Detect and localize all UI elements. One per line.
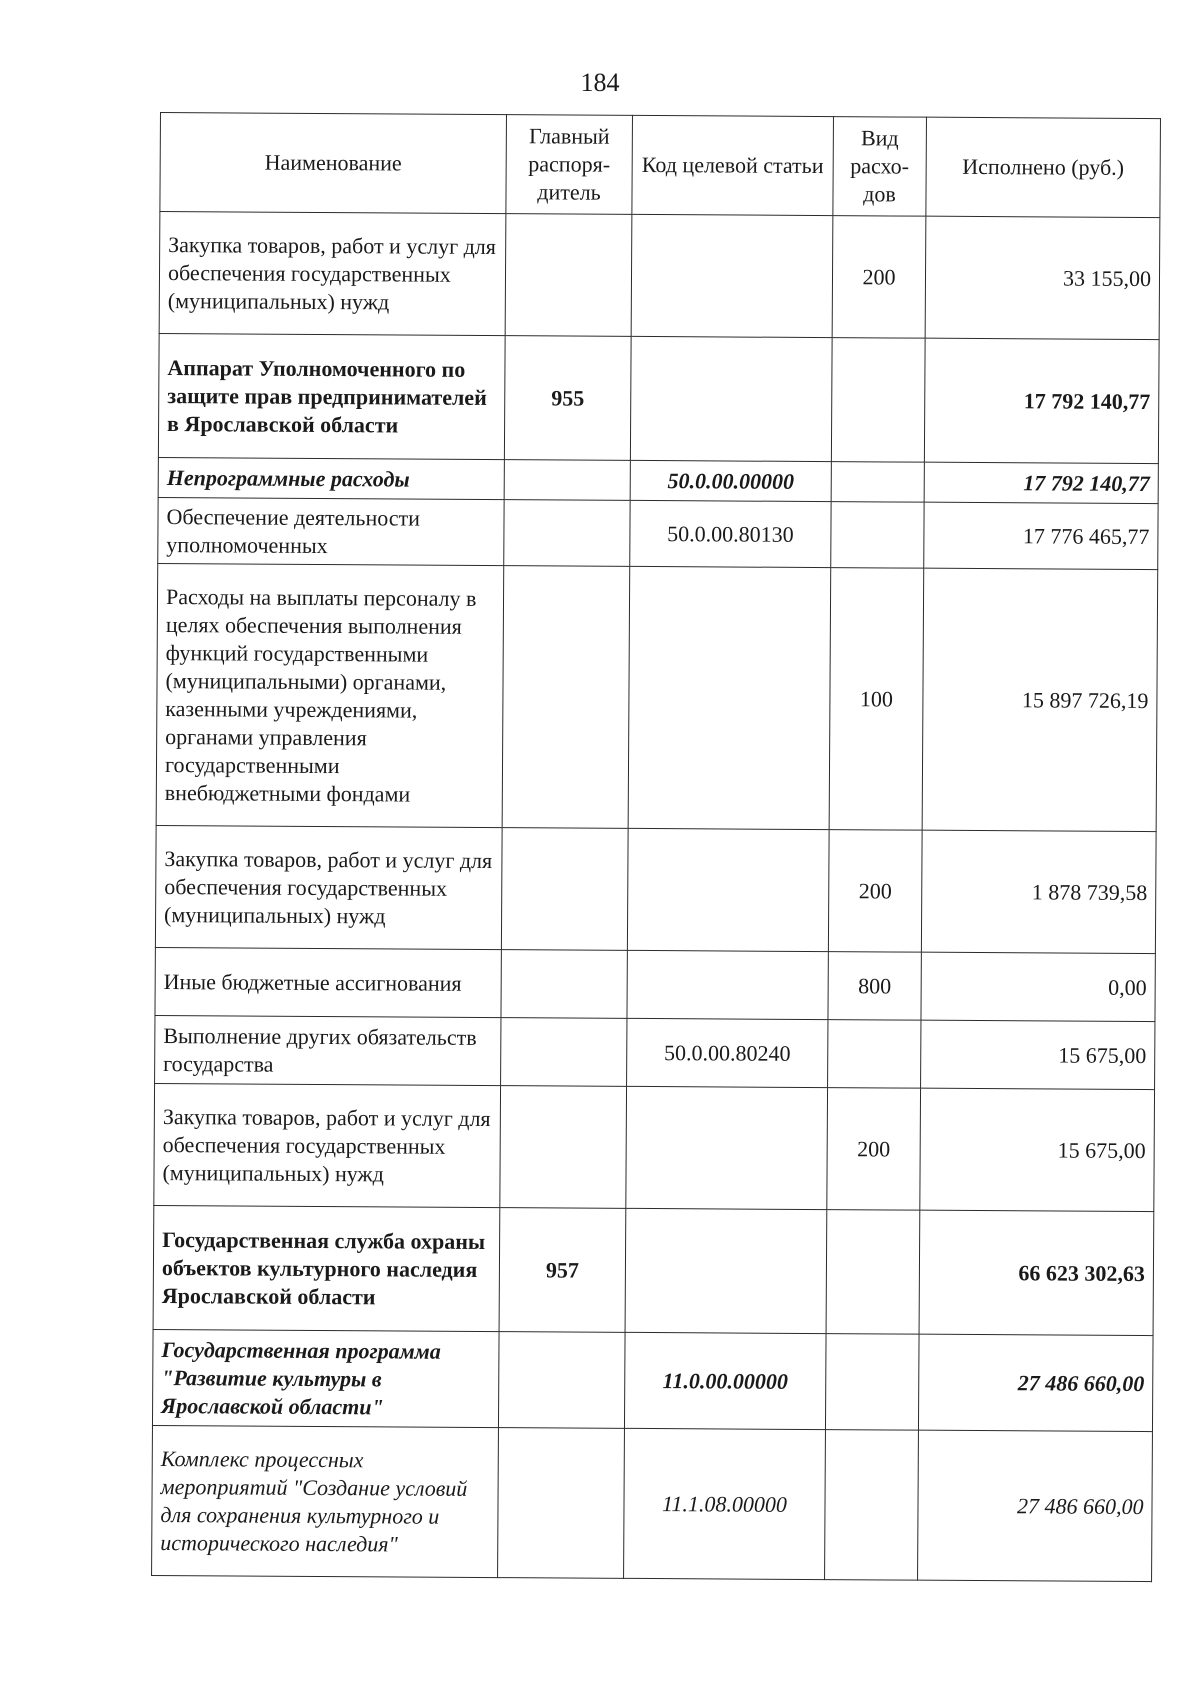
row-chief-administrator: [504, 460, 630, 501]
row-target-code: [630, 336, 832, 461]
table-row: [155, 825, 1156, 953]
header-name: Наименование: [160, 113, 507, 214]
table-header-row: [160, 113, 1161, 218]
row-name: Иные бюджетные ассигнования: [155, 947, 501, 1017]
table-row: [152, 1329, 1153, 1431]
row-name: Обеспечение деятельности уполномоченных: [158, 497, 504, 565]
budget-execution-table: [151, 112, 1161, 1582]
row-name: Выполнение других обязательств государства: [155, 1015, 501, 1085]
row-expense-type: [831, 462, 924, 503]
row-chief-administrator: 955: [504, 336, 631, 461]
row-amount: 17 792 140,77: [924, 462, 1158, 503]
row-expense-type: 800: [828, 952, 921, 1021]
row-expense-type: [831, 338, 925, 463]
header-chief-administrator: Главный распоря-дитель: [506, 115, 633, 215]
row-chief-administrator: [502, 566, 630, 829]
row-expense-type: 200: [828, 830, 922, 953]
row-expense-type: [825, 1430, 919, 1581]
row-amount: 27 486 660,00: [918, 1430, 1153, 1581]
row-name: Расходы на выплаты персоналу в целях обеспечения выполнения функций государственными (муниципальными) органами, казенными учреждениями, органами управления государственными внебюджетными фондами: [156, 563, 504, 827]
row-chief-administrator: [501, 950, 627, 1019]
row-amount: 0,00: [921, 952, 1155, 1021]
row-target-code: [625, 1208, 827, 1333]
table-row: [154, 1083, 1155, 1211]
row-expense-type: [826, 1210, 920, 1335]
row-amount: 27 486 660,00: [918, 1334, 1153, 1431]
table-row: [158, 497, 1158, 569]
table-row: [158, 333, 1159, 463]
row-chief-administrator: [500, 1086, 627, 1209]
row-target-code: [631, 214, 833, 337]
table-row: [152, 1425, 1153, 1581]
row-target-code: [628, 566, 831, 829]
row-expense-type: 200: [832, 216, 926, 339]
row-expense-type: [828, 1020, 921, 1089]
row-target-code: [626, 1086, 828, 1209]
row-amount: 1 878 739,58: [921, 830, 1156, 953]
row-expense-type: 100: [829, 568, 924, 831]
row-name: Закупка товаров, работ и услуг для обеспечения государственных (муниципальных) нужд: [154, 1083, 501, 1207]
header-expense-type: Вид расхо-дов: [833, 117, 927, 217]
row-target-code: [627, 950, 828, 1019]
row-amount: 15 675,00: [920, 1088, 1155, 1211]
row-target-code: 50.0.00.80130: [630, 500, 831, 567]
table-row: [159, 212, 1160, 340]
table-row: [158, 457, 1158, 503]
row-amount: 17 776 465,77: [924, 502, 1158, 569]
table-row: [153, 1205, 1154, 1335]
header-executed-amount: Исполнено (руб.): [926, 117, 1161, 217]
row-name: Государственная служба охраны объектов культурного наследия Ярославской области: [153, 1205, 500, 1331]
row-name: Аппарат Уполномоченного по защите прав предпринимателей в Ярославской области: [158, 333, 505, 459]
row-amount: 15 675,00: [921, 1020, 1155, 1089]
row-chief-administrator: [504, 500, 630, 567]
row-name: Государственная программа "Развитие культуры в Ярославской области": [152, 1329, 499, 1427]
row-expense-type: [825, 1334, 919, 1431]
row-name: Закупка товаров, работ и услуг для обеспечения государственных (муниципальных) нужд: [159, 212, 506, 336]
row-name: Комплекс процессных мероприятий "Создание условий для сохранения культурного и исторического наследия": [152, 1425, 499, 1577]
page-number: 184: [580, 68, 620, 97]
row-target-code: 50.0.00.00000: [630, 460, 831, 501]
row-target-code: [627, 828, 829, 951]
row-amount: 33 155,00: [925, 216, 1160, 339]
row-name: Непрограммные расходы: [158, 457, 504, 499]
row-chief-administrator: [501, 1018, 627, 1087]
row-amount: 15 897 726,19: [922, 568, 1158, 831]
table-row: [156, 563, 1158, 831]
row-expense-type: 200: [827, 1088, 921, 1211]
row-chief-administrator: [501, 828, 628, 951]
row-chief-administrator: [505, 214, 632, 337]
row-chief-administrator: 957: [499, 1208, 626, 1333]
row-amount: 66 623 302,63: [919, 1210, 1154, 1335]
header-target-article-code: Код целевой статьи: [632, 115, 834, 215]
table-row: [155, 947, 1155, 1021]
row-target-code: 11.1.08.00000: [624, 1428, 826, 1579]
row-expense-type: [831, 502, 924, 569]
row-amount: 17 792 140,77: [924, 338, 1159, 463]
row-target-code: 50.0.00.80240: [627, 1018, 828, 1087]
row-chief-administrator: [498, 1332, 625, 1429]
row-target-code: 11.0.00.00000: [624, 1332, 826, 1429]
row-name: Закупка товаров, работ и услуг для обеспечения государственных (муниципальных) нужд: [155, 825, 502, 949]
row-chief-administrator: [498, 1428, 625, 1579]
table-row: [155, 1015, 1155, 1089]
